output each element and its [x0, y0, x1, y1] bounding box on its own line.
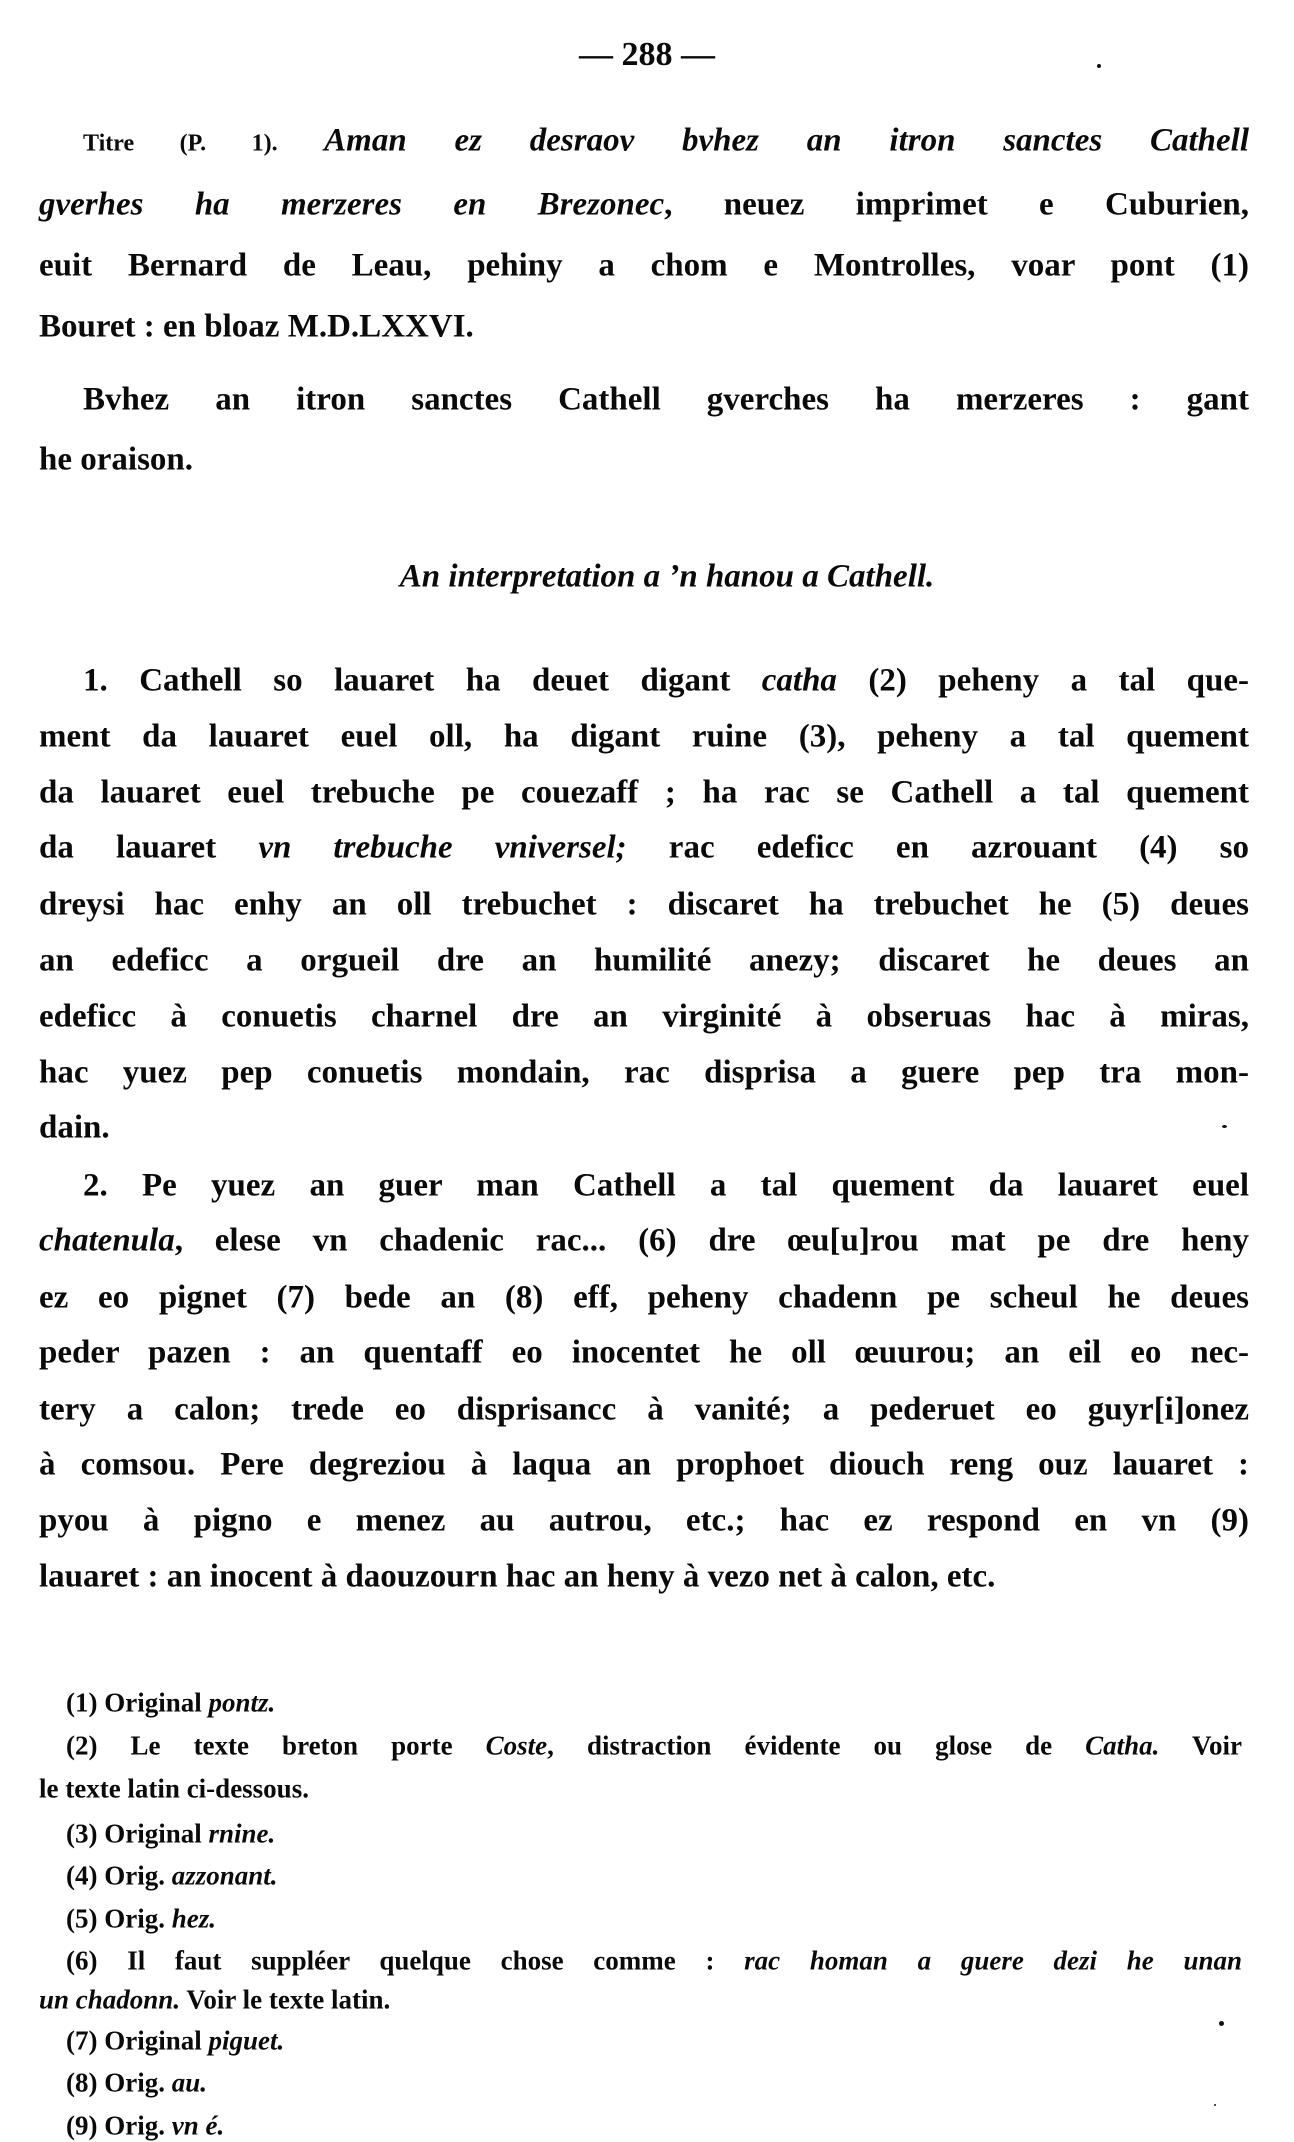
footnote-line [66, 1688, 1242, 1719]
footnote-line [66, 1904, 1242, 1935]
footnote-line [66, 1861, 1242, 1892]
text-segment: le texte latin ci-dessous. [39, 1773, 309, 1804]
scan-speck [1214, 2104, 1216, 2106]
footnote-line [66, 2026, 1242, 2057]
text-segment: da lauaret [39, 829, 259, 866]
text-segment: Titre (P. 1). [83, 130, 278, 157]
text-segment: dreysi hac enhy an oll trebuchet : discaret ha trebuchet he (5) deues [39, 886, 1249, 923]
text-segment: euit Bernard de Leau, pehiny a chom e Montrolles, voar pont (1) [39, 247, 1249, 284]
italic-text: un chadonn. [39, 1984, 181, 2015]
text-segment: lauaret : an inocent à daouzourn hac an heny à vezo net à calon, etc. [39, 1558, 996, 1595]
text-segment: ez eo pignet (7) bede an (8) eff, peheny chadenn pe scheul he deues [39, 1279, 1249, 1316]
text-segment: (2) peheny a tal que- [836, 662, 1249, 699]
italic-text: Coste [485, 1730, 548, 1761]
italic-text: pontz. [208, 1687, 276, 1718]
italic-text: piguet. [208, 2025, 285, 2056]
italic-text: Catha. [1085, 1730, 1160, 1761]
text-segment: da lauaret euel trebuche pe couezaff ; ha rac se Cathell a tal quement [39, 774, 1249, 811]
paragraph-2-line [39, 1335, 1249, 1372]
text-segment: 1. Cathell so lauaret ha deuet digant [83, 662, 762, 699]
text-segment: he oraison. [39, 441, 194, 478]
text-segment: , elese vn chadenic rac... (6) dre œu[u]rou mat pe dre heny [174, 1222, 1249, 1259]
text-segment: , neuez imprimet e Cuburien, [664, 186, 1249, 223]
footnote-line [66, 2068, 1242, 2099]
text-segment: tery a calon; trede eo disprisancc à vanité; a pederuet eo guyr[i]onez [39, 1391, 1249, 1428]
text-segment: (4) Orig. [66, 1860, 172, 1891]
text-segment: (2) Le texte breton porte [66, 1730, 486, 1761]
text-segment: (7) Original [66, 2025, 209, 2056]
paragraph-2-line [39, 1280, 1249, 1317]
title-line [39, 442, 1249, 479]
text-segment: , distraction évidente ou glose de [547, 1730, 1086, 1761]
scan-speck [1222, 1125, 1227, 1128]
text-segment: (1) Original [66, 1687, 209, 1718]
text-segment: Bvhez an itron sanctes Cathell gverches ha merzeres : gant [83, 381, 1249, 418]
title-line [39, 248, 1249, 285]
italic-text: catha [761, 662, 837, 699]
italic-text: gverhes ha merzeres en Brezonec [39, 186, 665, 223]
paragraph-1-line [39, 775, 1249, 812]
text-segment: pyou à pigno e menez au autrou, etc.; hac ez respond en vn (9) [39, 1502, 1249, 1539]
paragraph-1-line [39, 999, 1249, 1036]
footnote-line [66, 1819, 1242, 1850]
footnote-line [39, 1774, 1242, 1805]
text-segment: ment da lauaret euel oll, ha digant ruine (3), peheny a tal quement [39, 718, 1249, 755]
section-heading: An interpretation a ’n hanou a Cathell. [399, 558, 935, 595]
footnote-line [66, 1946, 1242, 1977]
paragraph-2-line [39, 1392, 1249, 1429]
footnote-line [66, 1731, 1242, 1762]
text-segment: (9) Orig. [66, 2110, 172, 2141]
text-segment: an edeficc a orgueil dre an humilité anezy; discaret he deues an [39, 942, 1249, 979]
paragraph-1-line [39, 1110, 1249, 1147]
title-line [39, 187, 1249, 224]
paragraph-2-line [39, 1559, 1249, 1596]
text-segment: (3) Original [66, 1818, 209, 1849]
text-segment: dain. [39, 1109, 110, 1146]
italic-text: vn trebuche vniversel; [258, 829, 627, 866]
italic-text: azzonant. [171, 1860, 278, 1891]
text-segment: rac edeficc en azrouant (4) so [626, 829, 1250, 866]
paragraph-1-line [39, 943, 1249, 980]
paragraph-2-line [39, 1503, 1249, 1540]
title-line [83, 123, 1249, 160]
paragraph-2-line [83, 1168, 1249, 1205]
paragraph-1-line [39, 719, 1249, 756]
text-segment: edeficc à conuetis charnel dre an virginité à obseruas hac à miras, [39, 998, 1249, 1035]
text-segment: peder pazen : an quentaff eo inocentet he oll œuurou; an eil eo nec- [39, 1334, 1249, 1371]
footnote-line [66, 2111, 1242, 2142]
page-number: — 288 — [579, 36, 715, 73]
paragraph-2-line [39, 1447, 1249, 1484]
scan-speck [1097, 64, 1101, 68]
scan-speck [1219, 2021, 1224, 2026]
paragraph-2-line [39, 1223, 1249, 1260]
text-segment: 2. Pe yuez an guer man Cathell a tal quement da lauaret euel [83, 1167, 1249, 1204]
italic-text: chatenula [39, 1222, 175, 1259]
text-segment: à comsou. Pere degreziou à laqua an prophoet diouch reng ouz lauaret : [39, 1446, 1249, 1483]
text-segment: Bouret : en bloaz M.D.LXXVI. [39, 308, 474, 345]
italic-text: rac homan a guere dezi he unan [744, 1945, 1242, 1976]
text-segment: hac yuez pep conuetis mondain, rac disprisa a guere pep tra mon- [39, 1054, 1249, 1091]
text-segment: Voir [1159, 1730, 1242, 1761]
footnote-line [39, 1985, 1242, 2016]
title-line [83, 382, 1249, 419]
text-segment: (5) Orig. [66, 1903, 172, 1934]
text-segment: (6) Il faut suppléer quelque chose comme : [66, 1945, 745, 1976]
paragraph-1-line [39, 887, 1249, 924]
paragraph-1-line [39, 1055, 1249, 1092]
italic-text: hez. [171, 1903, 216, 1934]
text-segment: (8) Orig. [66, 2067, 172, 2098]
italic-text: vn é. [171, 2110, 225, 2141]
text-segment: Voir le texte latin. [180, 1984, 391, 2015]
italic-text: Aman ez desraov bvhez an itron sanctes Cathell [277, 122, 1250, 159]
paragraph-1-line [83, 663, 1249, 700]
paragraph-1-line [39, 830, 1249, 867]
italic-text: au. [171, 2067, 208, 2098]
italic-text: rnine. [208, 1818, 276, 1849]
title-line [39, 309, 1249, 346]
